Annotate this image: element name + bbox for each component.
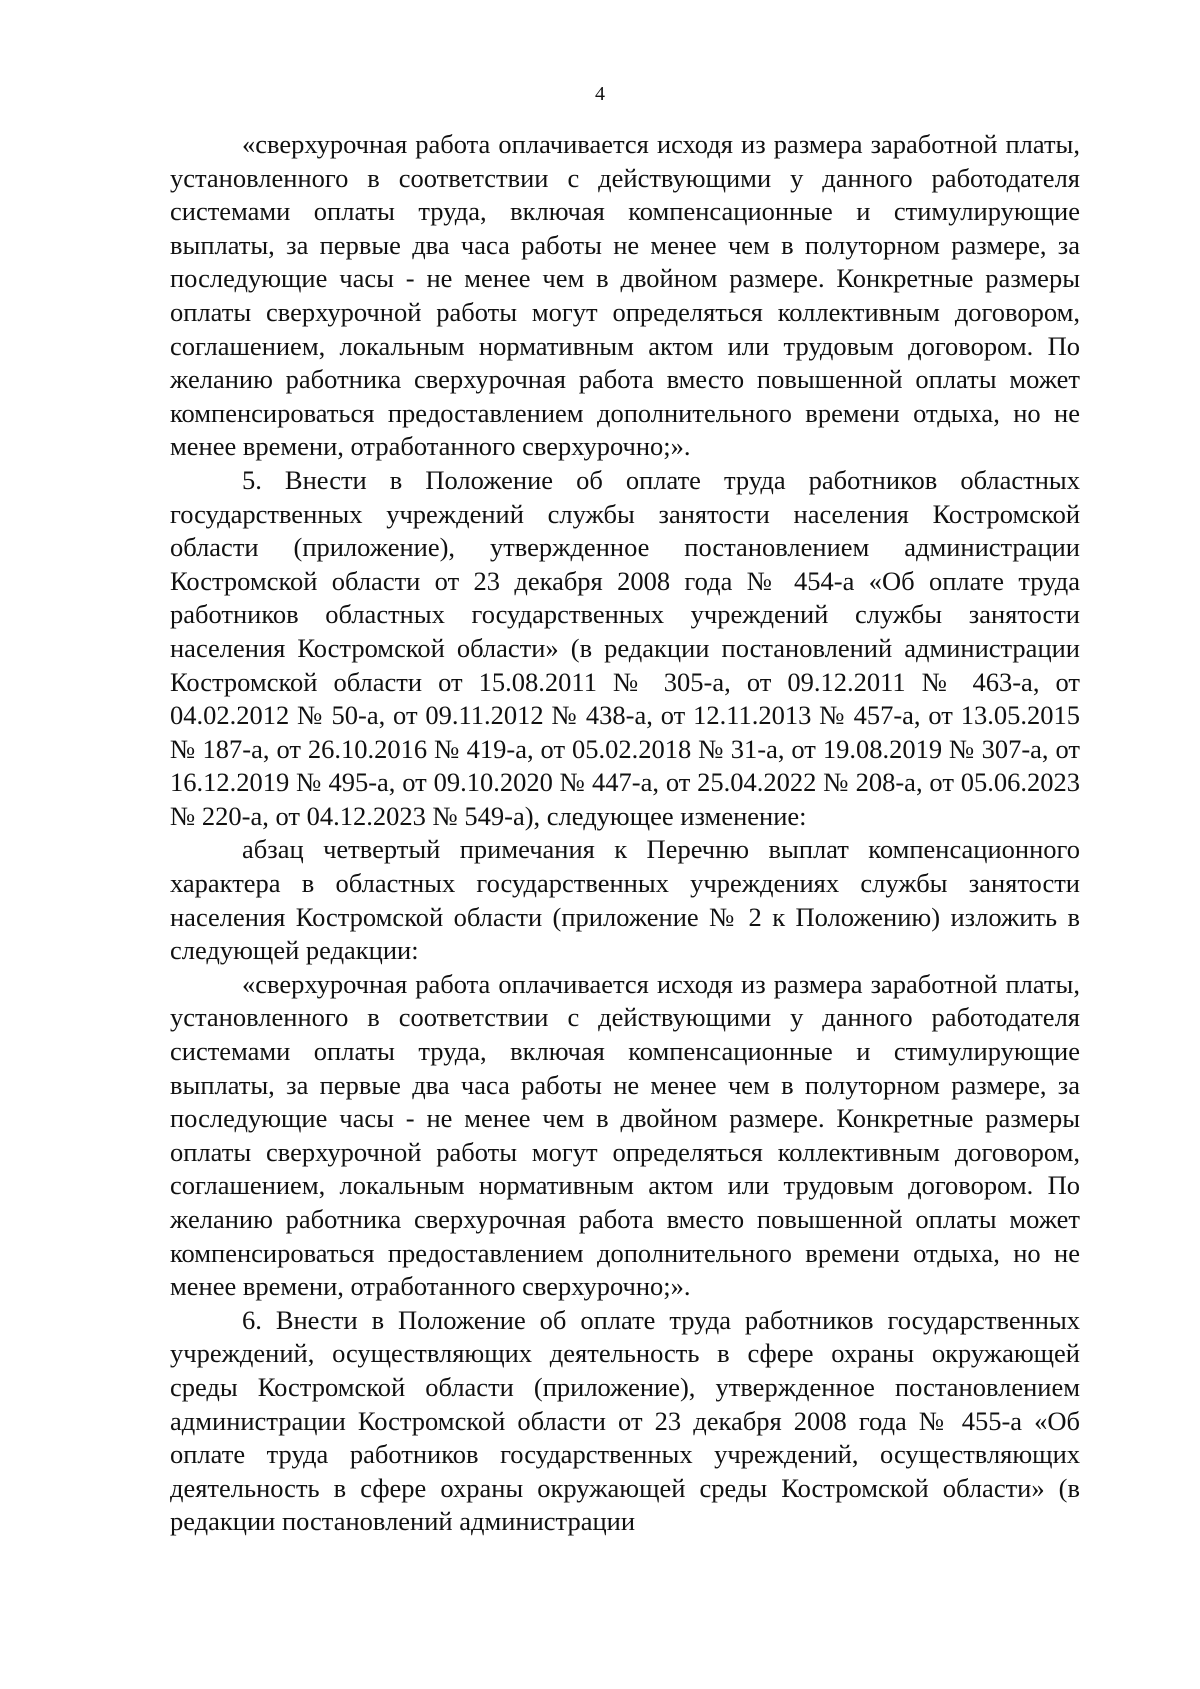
paragraph-note-amendment: абзац четвертый примечания к Перечню выплат компенсационного характера в областных государственных учреждениях службы занятости населения Костромской области (приложение № 2 к Положению) изложить в следующей редакции: [170, 834, 1080, 966]
paragraph-item-6: 6. Внести в Положение об оплате труда работников государственных учреждений, осуществляющих деятельность в сфере охраны окружающей среды Костромской области (приложение), утвержденное постановлением администрации Костромской области от 23 декабря 2008 года № 455-а «Об оплате труда работников государственных учреждений, осуществляющих деятельность в сфере охраны окружающей среды Костромской области» (в редакции постановлений администрации [170, 1304, 1080, 1537]
page-number: 4 [595, 83, 605, 105]
paragraph-overtime-pay-quote-2: «сверхурочная работа оплачивается исходя из размера заработной платы, установленного в соответствии с действующими у данного работодателя системами оплаты труда, включая компенсационные и стимулирующие выплаты, за первые два часа работы не менее чем в полуторном размере, за последующие часы - не менее чем в двойном размере. Конкретные размеры оплаты сверхурочной работы могут определяться коллективным договором, соглашением, локальным нормативным актом или трудовым договором. По желанию работника сверхурочная работа вместо повышенной оплаты может компенсироваться предоставлением дополнительного времени отдыха, но не менее времени, отработанного сверхурочно;». [170, 968, 1080, 1302]
paragraph-item-5: 5. Внести в Положение об оплате труда работников областных государственных учреждений службы занятости населения Костромской области (приложение), утвержденное постановлением администрации Костромской области от 23 декабря 2008 года № 454-а «Об оплате труда работников областных государственных учреждений службы занятости населения Костромской области» (в редакции постановлений администрации Костромской области от 15.08.2011 № 305-а, от 09.12.2011 № 463-а, от 04.02.2012 № 50-а, от 09.11.2012 № 438-а, от 12.11.2013 № 457-а, от 13.05.2015 № 187-а, от 26.10.2016 № 419-а, от 05.02.2018 № 31-а, от 19.08.2019 № 307-а, от 16.12.2019 № 495-а, от 09.10.2020 № 447-а, от 25.04.2022 № 208-а, от 05.06.2023 № 220-а, от 04.12.2023 № 549-а), следующее изменение: [170, 464, 1080, 831]
paragraph-overtime-pay-quote-1: «сверхурочная работа оплачивается исходя из размера заработной платы, установленного в соответствии с действующими у данного работодателя системами оплаты труда, включая компенсационные и стимулирующие выплаты, за первые два часа работы не менее чем в полуторном размере, за последующие часы - не менее чем в двойном размере. Конкретные размеры оплаты сверхурочной работы могут определяться коллективным договором, соглашением, локальным нормативным актом или трудовым договором. По желанию работника сверхурочная работа вместо повышенной оплаты может компенсироваться предоставлением дополнительного времени отдыха, но не менее времени, отработанного сверхурочно;». [170, 129, 1080, 462]
document-body [170, 128, 1080, 1539]
